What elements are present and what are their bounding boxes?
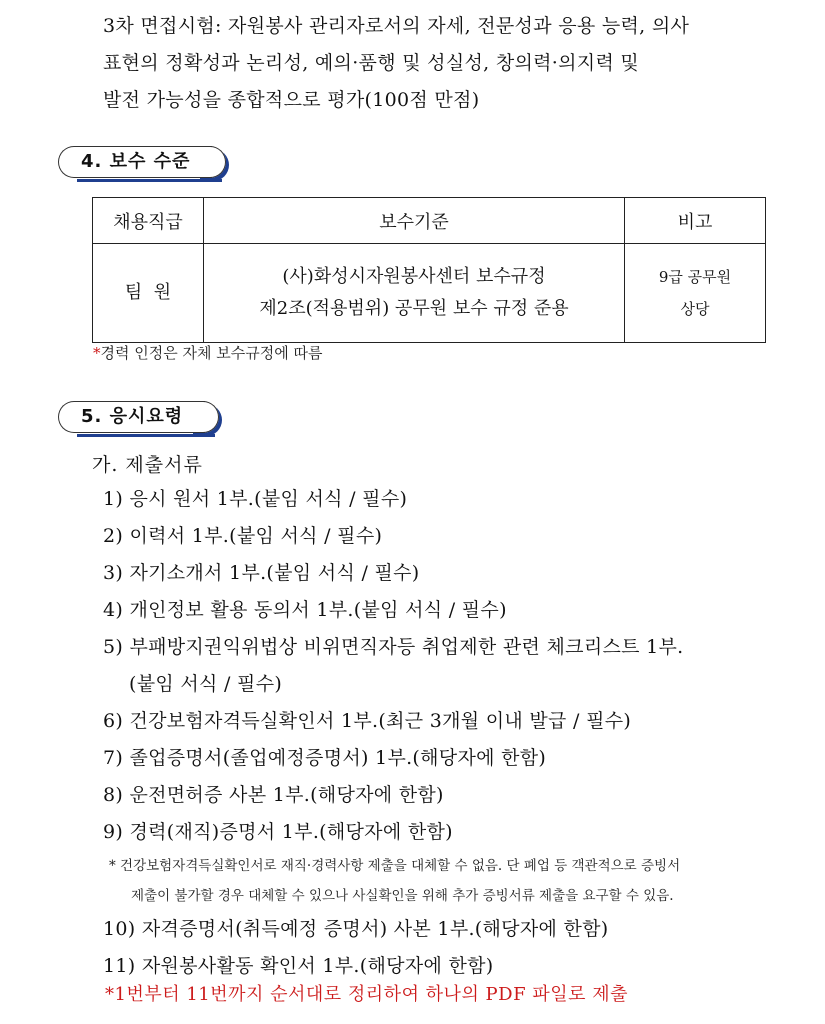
remark-line: 9급 공무원	[658, 268, 732, 286]
intro-line: 표현의 정확성과 논리성, 예의·품행 및 성실성, 창의력·의지력 및	[103, 52, 640, 74]
document-list	[103, 481, 783, 985]
list-item: 11) 자원봉사활동 확인서 1부.(해당자에 한함)	[103, 955, 494, 977]
table-header: 비고	[625, 198, 766, 244]
submission-final-note: *1번부터 11번까지 순서대로 정리하여 하나의 PDF 파일로 제출	[105, 984, 628, 1005]
fineprint-note: * 건강보험자격득실확인서로 재직·경력사항 제출을 대체할 수 없음. 단 폐업 등 객관적으로 증빙서	[109, 858, 681, 874]
table-header: 채용직급	[93, 198, 204, 244]
list-item: 6) 건강보험자격득실확인서 1부.(최근 3개월 이내 발급 / 필수)	[103, 710, 632, 732]
table-row	[93, 244, 766, 343]
list-item-continuation: (붙임 서식 / 필수)	[129, 673, 283, 695]
standard-line: 제2조(적용범위) 공무원 보수 규정 준용	[259, 298, 569, 319]
list-item: 2) 이력서 1부.(붙임 서식 / 필수)	[103, 525, 383, 547]
table-header: 보수기준	[204, 198, 625, 244]
list-item: 8) 운전면허증 사본 1부.(해당자에 한함)	[103, 784, 444, 806]
section-4-title: 4. 보수 수준	[58, 146, 212, 178]
submission-subheading: 가. 제출서류	[92, 454, 203, 476]
fineprint-note: 제출이 불가할 경우 대체할 수 있으나 사실확인을 위해 추가 증빙서류 제출을 요구할 수 있음.	[131, 888, 674, 904]
intro-line: 발전 가능성을 종합적으로 평가(100점 만점)	[103, 89, 480, 111]
list-item: 7) 졸업증명서(졸업예정증명서) 1부.(해당자에 한함)	[103, 747, 547, 769]
intro-paragraph	[103, 8, 793, 119]
position-value: 팀 원	[124, 282, 172, 303]
pay-note	[93, 342, 322, 363]
section-5-heading	[58, 400, 205, 434]
standard-line: (사)화성시자원봉사센터 보수규정	[282, 266, 546, 287]
note-asterisk: *	[93, 344, 101, 362]
table-header-row	[93, 198, 766, 244]
pay-table	[92, 197, 766, 343]
standard-cell	[204, 244, 625, 343]
list-item: 10) 자격증명서(취득예정 증명서) 사본 1부.(해당자에 한함)	[103, 918, 609, 940]
section-5-title: 5. 응시요령	[58, 401, 205, 433]
list-item: 1) 응시 원서 1부.(붙임 서식 / 필수)	[103, 488, 408, 510]
section-4-heading	[58, 145, 212, 179]
list-item: 3) 자기소개서 1부.(붙임 서식 / 필수)	[103, 562, 420, 584]
note-text: 경력 인정은 자체 보수규정에 따름	[100, 344, 323, 362]
position-cell	[93, 244, 204, 343]
intro-line: 3차 면접시험: 자원봉사 관리자로서의 자세, 전문성과 응용 능력, 의사	[103, 15, 690, 37]
list-item: 5) 부패방지권익위법상 비위면직자등 취업제한 관련 체크리스트 1부.	[103, 636, 684, 658]
remark-line: 상당	[680, 300, 710, 318]
list-item: 9) 경력(재직)증명서 1부.(해당자에 한함)	[103, 821, 453, 843]
list-item: 4) 개인정보 활용 동의서 1부.(붙임 서식 / 필수)	[103, 599, 507, 621]
remark-cell	[625, 244, 766, 343]
